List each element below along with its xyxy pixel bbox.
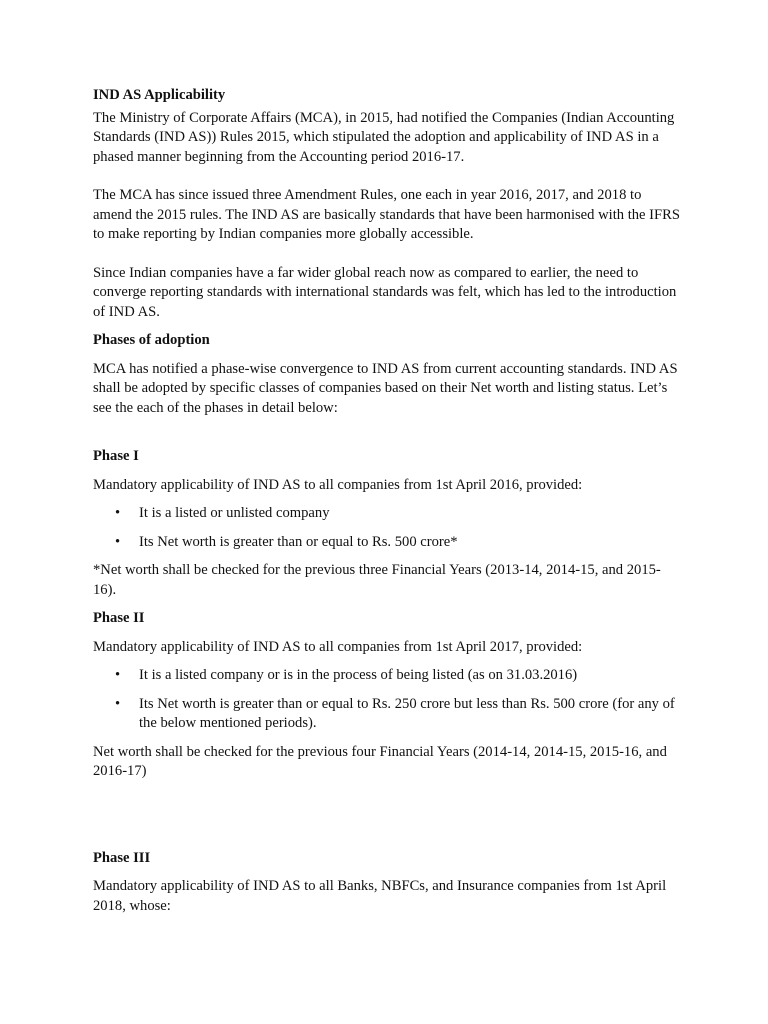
phase-2-intro: Mandatory applicability of IND AS to all companies from 1st April 2017, provided: bbox=[93, 638, 583, 655]
list-item: • Its Net worth is greater than or equal to Rs. 500 crore* bbox=[93, 533, 683, 553]
phase-2-note: Net worth shall be checked for the previous four Financial Years (2014-14, 2014-15, 2015-16, and 2016-17) bbox=[93, 743, 667, 779]
heading-phases-of-adoption: Phases of adoption bbox=[93, 332, 210, 348]
paragraph-phase-wise-convergence: MCA has notified a phase-wise convergence to IND AS from current accounting standards. IND AS shall be adopted by specific classes of companies based on their Net worth and listing status. Let’s see the each of the phases in detail below: bbox=[93, 360, 678, 416]
list-item: • It is a listed company or is in the process of being listed (as on 31.03.2016) bbox=[93, 666, 683, 686]
paragraph-global-reach: Since Indian companies have a far wider global reach now as compared to earlier, the need to converge reporting standards with international standards was felt, which has led to the introduction of IND AS. bbox=[93, 264, 677, 320]
paragraph-mca-2015: The Ministry of Corporate Affairs (MCA), in 2015, had notified the Companies (Indian Accounting Standards (IND AS)) Rules 2015, which stipulated the adoption and applicability of IND AS in a phased manner beginning from the Accounting period 2016-17. bbox=[93, 109, 675, 165]
list-item: • Its Net worth is greater than or equal to Rs. 250 crore but less than Rs. 500 crore (for any of the below mentioned periods). bbox=[93, 695, 683, 734]
document-page bbox=[93, 86, 683, 916]
phase-1-criteria-list bbox=[93, 504, 683, 552]
list-item: • It is a listed or unlisted company bbox=[93, 504, 683, 524]
phase-2-criteria-list bbox=[93, 666, 683, 734]
heading-phase-1: Phase I bbox=[93, 448, 139, 464]
phase-3-intro: Mandatory applicability of IND AS to all Banks, NBFCs, and Insurance companies from 1st April 2018, whose: bbox=[93, 878, 667, 914]
heading-phase-3: Phase III bbox=[93, 849, 151, 866]
paragraph-amendment-rules: The MCA has since issued three Amendment Rules, one each in year 2016, 2017, and 2018 to amend the 2015 rules. The IND AS are basically standards that have been harmonised with the IFRS to make reporting by Indian companies more globally accessible. bbox=[93, 187, 680, 242]
heading-phase-2: Phase II bbox=[93, 610, 145, 626]
phase-1-note: *Net worth shall be checked for the previous three Financial Years (2013-14, 2014-15, and 2015-16). bbox=[93, 562, 661, 598]
heading-ind-as-applicability: IND AS Applicability bbox=[93, 87, 226, 103]
phase-1-intro: Mandatory applicability of IND AS to all companies from 1st April 2016, provided: bbox=[93, 476, 583, 493]
